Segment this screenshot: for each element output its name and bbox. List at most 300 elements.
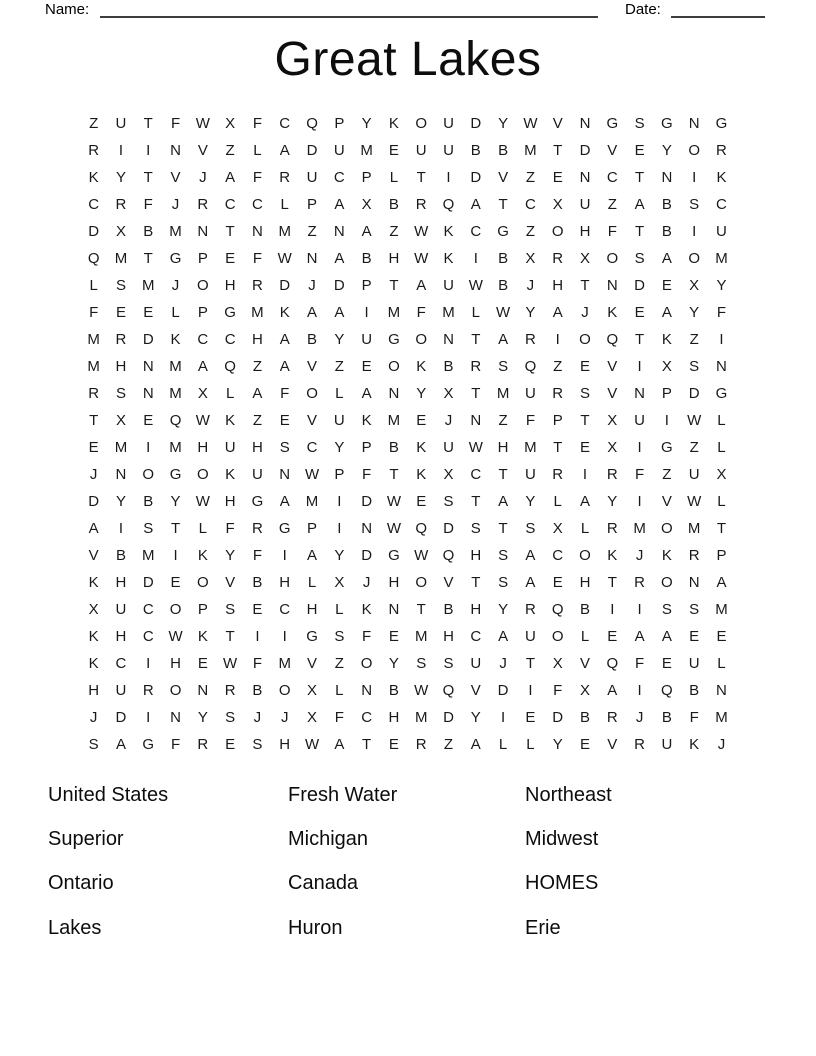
- grid-letter: X: [689, 277, 700, 294]
- grid-letter: L: [171, 304, 180, 321]
- grid-letter: T: [389, 466, 399, 483]
- grid-letter: K: [443, 250, 454, 267]
- grid-letter: T: [389, 277, 399, 294]
- grid-letter: U: [443, 277, 454, 294]
- grid-letter: T: [498, 520, 508, 537]
- grid-letter: W: [687, 493, 702, 510]
- grid-letter: C: [470, 466, 482, 483]
- grid-letter: T: [471, 331, 481, 348]
- grid-letter: U: [716, 223, 727, 240]
- grid-letter: N: [634, 385, 645, 402]
- grid-letter: A: [197, 358, 208, 375]
- grid-letter: S: [443, 493, 454, 510]
- grid-letter: A: [470, 196, 481, 213]
- grid-letter: W: [414, 250, 429, 267]
- grid-letter: F: [143, 196, 153, 213]
- grid-letter: A: [334, 250, 345, 267]
- grid-letter: W: [195, 412, 210, 429]
- grid-letter: C: [279, 601, 291, 618]
- grid-letter: C: [115, 655, 127, 672]
- grid-letter: P: [197, 601, 208, 618]
- grid-letter: D: [88, 493, 100, 510]
- grid-letter: D: [142, 574, 154, 591]
- grid-letter: L: [580, 628, 590, 645]
- grid-letter: P: [661, 385, 672, 402]
- grid-letter: X: [525, 250, 536, 267]
- grid-letter: V: [307, 655, 318, 672]
- grid-letter: W: [277, 250, 292, 267]
- grid-letter: L: [580, 520, 590, 537]
- grid-letter: I: [446, 169, 451, 186]
- grid-letter: F: [252, 655, 263, 672]
- grid-letter: R: [279, 169, 291, 186]
- grid-letter: B: [143, 223, 154, 240]
- grid-letter: X: [552, 655, 563, 672]
- grid-letter: A: [716, 574, 727, 591]
- grid-letter: H: [224, 493, 236, 510]
- grid-letter: R: [88, 142, 100, 159]
- grid-letter: E: [716, 628, 727, 645]
- grid-letter: I: [337, 520, 342, 537]
- grid-letter: E: [525, 709, 536, 726]
- grid-letter: M: [169, 439, 182, 456]
- grid-letter: L: [717, 412, 726, 429]
- grid-letter: J: [635, 547, 644, 564]
- grid-letter: G: [224, 304, 236, 321]
- grid-letter: N: [170, 709, 181, 726]
- grid-letter: M: [278, 223, 291, 240]
- grid-letter: W: [414, 682, 429, 699]
- grid-letter: O: [661, 574, 673, 591]
- grid-letter: M: [305, 493, 319, 510]
- grid-letter: R: [115, 196, 127, 213]
- grid-letter: U: [443, 142, 454, 159]
- grid-letter: X: [552, 520, 563, 537]
- grid-letter: I: [337, 493, 342, 510]
- grid-letter: J: [444, 412, 453, 429]
- grid-letter: X: [334, 574, 345, 591]
- grid-letter: Z: [334, 358, 344, 375]
- grid-letter: K: [197, 547, 208, 564]
- grid-letter: J: [362, 574, 371, 591]
- grid-letter: X: [197, 385, 208, 402]
- grid-letter: A: [498, 331, 509, 348]
- grid-letter: A: [416, 277, 427, 294]
- grid-letter: W: [687, 412, 702, 429]
- grid-letter: C: [606, 169, 618, 186]
- grid-letter: T: [635, 169, 645, 186]
- grid-letter: X: [552, 196, 563, 213]
- grid-letter: E: [88, 439, 99, 456]
- grid-letter: F: [525, 412, 535, 429]
- grid-letter: K: [88, 655, 99, 672]
- grid-letter: M: [524, 142, 537, 159]
- grid-letter: F: [362, 628, 372, 645]
- grid-letter: I: [637, 358, 642, 375]
- grid-letter: E: [361, 358, 372, 375]
- grid-letter: F: [716, 304, 727, 321]
- grid-letter: D: [279, 277, 291, 294]
- grid-letter: A: [552, 304, 563, 321]
- grid-letter: K: [170, 331, 181, 348]
- grid-letter: L: [198, 520, 207, 537]
- grid-letter: F: [553, 682, 563, 699]
- grid-letter: Q: [87, 250, 100, 267]
- grid-letter: L: [225, 385, 235, 402]
- grid-letter: P: [197, 250, 208, 267]
- grid-letter: N: [688, 574, 700, 591]
- grid-letter: Y: [607, 493, 618, 510]
- grid-letter: E: [416, 493, 427, 510]
- grid-letter: C: [142, 601, 154, 618]
- grid-letter: L: [89, 277, 98, 294]
- grid-letter: E: [115, 304, 126, 321]
- grid-letter: Q: [606, 331, 619, 348]
- grid-letter: X: [225, 115, 236, 132]
- grid-letter: Y: [334, 439, 345, 456]
- grid-letter: V: [470, 682, 481, 699]
- grid-letter: A: [470, 736, 481, 753]
- grid-letter: U: [579, 196, 591, 213]
- grid-letter: R: [552, 466, 564, 483]
- grid-letter: S: [252, 736, 263, 753]
- grid-letter: U: [524, 385, 536, 402]
- word-list: [0, 773, 816, 953]
- grid-letter: S: [634, 250, 645, 267]
- grid-letter: A: [279, 331, 290, 348]
- grid-letter: F: [635, 466, 645, 483]
- grid-letter: E: [552, 169, 563, 186]
- grid-letter: F: [170, 115, 181, 132]
- grid-letter: Z: [498, 412, 508, 429]
- grid-letter: O: [142, 466, 155, 483]
- grid-letter: G: [388, 547, 400, 564]
- grid-letter: E: [579, 736, 590, 753]
- grid-letter: A: [661, 250, 672, 267]
- grid-letter: C: [470, 628, 482, 645]
- grid-letter: I: [637, 493, 642, 510]
- grid-letter: J: [253, 709, 262, 726]
- grid-letter: I: [555, 331, 560, 348]
- grid-letter: X: [607, 439, 618, 456]
- grid-letter: T: [225, 223, 235, 240]
- grid-letter: I: [118, 142, 124, 159]
- grid-letter: E: [552, 574, 563, 591]
- grid-letter: R: [252, 520, 263, 537]
- grid-letter: R: [224, 682, 236, 699]
- grid-letter: B: [579, 709, 590, 726]
- grid-letter: W: [386, 520, 401, 537]
- grid-letter: T: [525, 655, 535, 672]
- grid-letter: D: [306, 142, 318, 159]
- grid-letter: V: [607, 142, 618, 159]
- grid-letter: Y: [225, 547, 236, 564]
- grid-letter: M: [715, 709, 728, 726]
- grid-letter: G: [497, 223, 509, 240]
- grid-letter: Q: [224, 358, 236, 375]
- letter-grid: [80, 110, 735, 758]
- grid-letter: R: [634, 736, 645, 753]
- grid-letter: X: [443, 385, 454, 402]
- grid-letter: I: [610, 601, 615, 618]
- grid-letter: Z: [662, 466, 672, 483]
- grid-letter: D: [361, 547, 373, 564]
- grid-letter: E: [388, 736, 399, 753]
- grid-letter: C: [279, 115, 291, 132]
- grid-letter: X: [579, 250, 590, 267]
- grid-letter: A: [334, 196, 345, 213]
- word-list-item: Michigan: [288, 828, 369, 851]
- grid-letter: U: [688, 466, 700, 483]
- grid-letter: Q: [442, 682, 455, 699]
- grid-letter: Y: [334, 331, 345, 348]
- grid-letter: A: [361, 385, 372, 402]
- grid-letter: N: [579, 115, 591, 132]
- grid-letter: T: [716, 520, 727, 537]
- grid-letter: U: [524, 628, 536, 645]
- grid-letter: I: [501, 709, 506, 726]
- word-list-item: Erie: [525, 916, 561, 939]
- grid-letter: K: [607, 547, 618, 564]
- grid-letter: Z: [689, 331, 699, 348]
- grid-letter: O: [415, 331, 428, 348]
- grid-letter: T: [416, 169, 426, 186]
- grid-letter: C: [716, 196, 727, 213]
- grid-letter: E: [634, 304, 645, 321]
- grid-letter: A: [579, 493, 590, 510]
- grid-letter: B: [661, 709, 672, 726]
- grid-letter: O: [579, 547, 591, 564]
- date-label: Date:: [625, 1, 661, 18]
- grid-letter: L: [717, 493, 726, 510]
- grid-letter: V: [661, 493, 672, 510]
- grid-letter: K: [388, 115, 399, 132]
- grid-letter: A: [307, 547, 318, 564]
- grid-letter: A: [525, 574, 536, 591]
- grid-letter: A: [279, 142, 290, 159]
- grid-letter: T: [416, 601, 426, 618]
- grid-letter: M: [524, 439, 537, 456]
- grid-letter: D: [579, 142, 591, 159]
- grid-letter: C: [252, 196, 263, 213]
- grid-letter: Z: [307, 223, 317, 240]
- grid-letter: E: [279, 412, 290, 429]
- grid-letter: Z: [443, 736, 454, 753]
- grid-letter: L: [526, 736, 535, 753]
- grid-letter: R: [197, 196, 209, 213]
- grid-letter: F: [89, 304, 99, 321]
- grid-letter: W: [304, 736, 320, 753]
- grid-letter: A: [307, 304, 318, 321]
- grid-letter: R: [552, 385, 564, 402]
- grid-letter: W: [414, 223, 429, 240]
- grid-letter: M: [141, 277, 155, 294]
- word-list-item: Ontario: [48, 872, 114, 895]
- grid-letter: A: [279, 493, 290, 510]
- grid-letter: B: [579, 601, 590, 618]
- word-list-item: Superior: [48, 828, 124, 851]
- grid-letter: T: [635, 331, 645, 348]
- grid-letter: Z: [525, 169, 535, 186]
- grid-letter: C: [361, 709, 373, 726]
- grid-letter: T: [143, 115, 153, 132]
- word-list-item: Fresh Water: [288, 783, 398, 806]
- grid-letter: L: [335, 601, 344, 618]
- grid-letter: M: [278, 655, 291, 672]
- grid-letter: Y: [525, 304, 536, 321]
- grid-letter: O: [197, 574, 209, 591]
- grid-letter: M: [169, 223, 182, 240]
- grid-letter: B: [115, 547, 126, 564]
- word-list-item: Midwest: [525, 828, 599, 851]
- grid-letter: L: [280, 196, 289, 213]
- grid-letter: H: [579, 223, 591, 240]
- grid-letter: B: [470, 142, 481, 159]
- grid-letter: B: [361, 250, 372, 267]
- grid-letter: O: [688, 142, 701, 159]
- grid-letter: E: [661, 277, 672, 294]
- grid-letter: M: [442, 304, 455, 321]
- grid-letter: M: [387, 412, 401, 429]
- grid-letter: L: [717, 439, 726, 456]
- grid-letter: N: [716, 682, 727, 699]
- grid-letter: F: [170, 736, 181, 753]
- grid-letter: Q: [415, 520, 428, 537]
- grid-letter: H: [252, 331, 263, 348]
- grid-letter: C: [224, 331, 236, 348]
- grid-letter: G: [715, 385, 728, 402]
- grid-letter: I: [282, 547, 287, 564]
- grid-letter: T: [580, 412, 590, 429]
- grid-letter: N: [661, 169, 673, 186]
- word-list-item: Huron: [288, 916, 343, 939]
- grid-letter: M: [141, 547, 155, 564]
- grid-letter: Z: [389, 223, 399, 240]
- grid-letter: A: [661, 628, 672, 645]
- grid-letter: T: [553, 439, 563, 456]
- grid-letter: Y: [498, 115, 509, 132]
- grid-letter: R: [142, 682, 154, 699]
- grid-letter: Y: [661, 142, 672, 159]
- grid-letter: D: [443, 520, 454, 537]
- grid-letter: H: [279, 574, 291, 591]
- grid-letter: S: [443, 655, 454, 672]
- grid-letter: F: [635, 655, 645, 672]
- grid-letter: R: [524, 331, 536, 348]
- grid-letter: I: [173, 547, 178, 564]
- grid-letter: M: [114, 439, 128, 456]
- grid-letter: B: [661, 223, 672, 240]
- grid-letter: R: [115, 331, 127, 348]
- grid-letter: W: [304, 466, 320, 483]
- grid-letter: X: [661, 358, 672, 375]
- date-blank-line: [671, 16, 765, 18]
- grid-letter: B: [307, 331, 318, 348]
- grid-letter: F: [252, 547, 263, 564]
- grid-letter: K: [279, 304, 290, 321]
- grid-letter: D: [497, 682, 509, 699]
- grid-letter: H: [443, 628, 454, 645]
- grid-letter: R: [606, 466, 618, 483]
- grid-letter: T: [170, 520, 181, 537]
- grid-letter: R: [524, 601, 536, 618]
- grid-letter: L: [335, 385, 344, 402]
- grid-letter: R: [252, 277, 263, 294]
- grid-letter: H: [388, 709, 400, 726]
- grid-letter: R: [606, 520, 618, 537]
- grid-letter: F: [252, 169, 263, 186]
- grid-letter: E: [579, 439, 590, 456]
- grid-letter: U: [224, 439, 236, 456]
- grid-letter: C: [306, 439, 318, 456]
- grid-letter: K: [443, 223, 454, 240]
- grid-letter: U: [115, 601, 127, 618]
- grid-letter: M: [87, 331, 100, 348]
- grid-letter: O: [278, 682, 291, 699]
- grid-letter: D: [88, 223, 100, 240]
- grid-letter: O: [579, 331, 591, 348]
- grid-letter: T: [143, 250, 153, 267]
- grid-letter: V: [552, 115, 563, 132]
- grid-letter: H: [388, 574, 400, 591]
- grid-letter: O: [388, 358, 400, 375]
- grid-letter: A: [661, 304, 672, 321]
- grid-letter: P: [716, 547, 727, 564]
- grid-letter: G: [169, 250, 182, 267]
- grid-letter: B: [443, 601, 454, 618]
- grid-letter: C: [524, 196, 536, 213]
- grid-letter: N: [197, 223, 209, 240]
- grid-letter: H: [115, 358, 127, 375]
- name-blank-line: [100, 16, 598, 18]
- grid-letter: M: [633, 520, 646, 537]
- grid-letter: J: [308, 277, 316, 294]
- grid-letter: P: [334, 115, 345, 132]
- grid-letter: K: [88, 628, 99, 645]
- grid-letter: I: [664, 412, 669, 429]
- grid-letter: N: [388, 385, 400, 402]
- grid-letter: W: [468, 439, 483, 456]
- word-list-item: Canada: [288, 872, 359, 895]
- grid-letter: X: [579, 682, 590, 699]
- grid-letter: W: [195, 493, 210, 510]
- grid-letter: S: [334, 628, 345, 645]
- grid-letter: G: [661, 439, 673, 456]
- grid-letter: S: [498, 547, 509, 564]
- grid-letter: A: [334, 304, 345, 321]
- word-list-column: [525, 773, 612, 951]
- grid-letter: N: [197, 682, 209, 699]
- grid-letter: E: [143, 412, 154, 429]
- grid-letter: T: [471, 385, 481, 402]
- grid-letter: T: [471, 574, 481, 591]
- grid-letter: D: [470, 115, 482, 132]
- grid-letter: X: [115, 223, 126, 240]
- grid-letter: V: [498, 169, 509, 186]
- grid-letter: J: [171, 277, 180, 294]
- grid-letter: O: [197, 277, 209, 294]
- grid-letter: N: [115, 466, 127, 483]
- grid-letter: Y: [689, 304, 700, 321]
- grid-letter: S: [689, 601, 700, 618]
- grid-letter: I: [637, 682, 642, 699]
- grid-letter: N: [142, 385, 154, 402]
- grid-letter: D: [470, 169, 482, 186]
- grid-letter: O: [197, 466, 209, 483]
- grid-letter: O: [169, 601, 182, 618]
- grid-letter: K: [416, 466, 427, 483]
- grid-letter: S: [225, 709, 236, 726]
